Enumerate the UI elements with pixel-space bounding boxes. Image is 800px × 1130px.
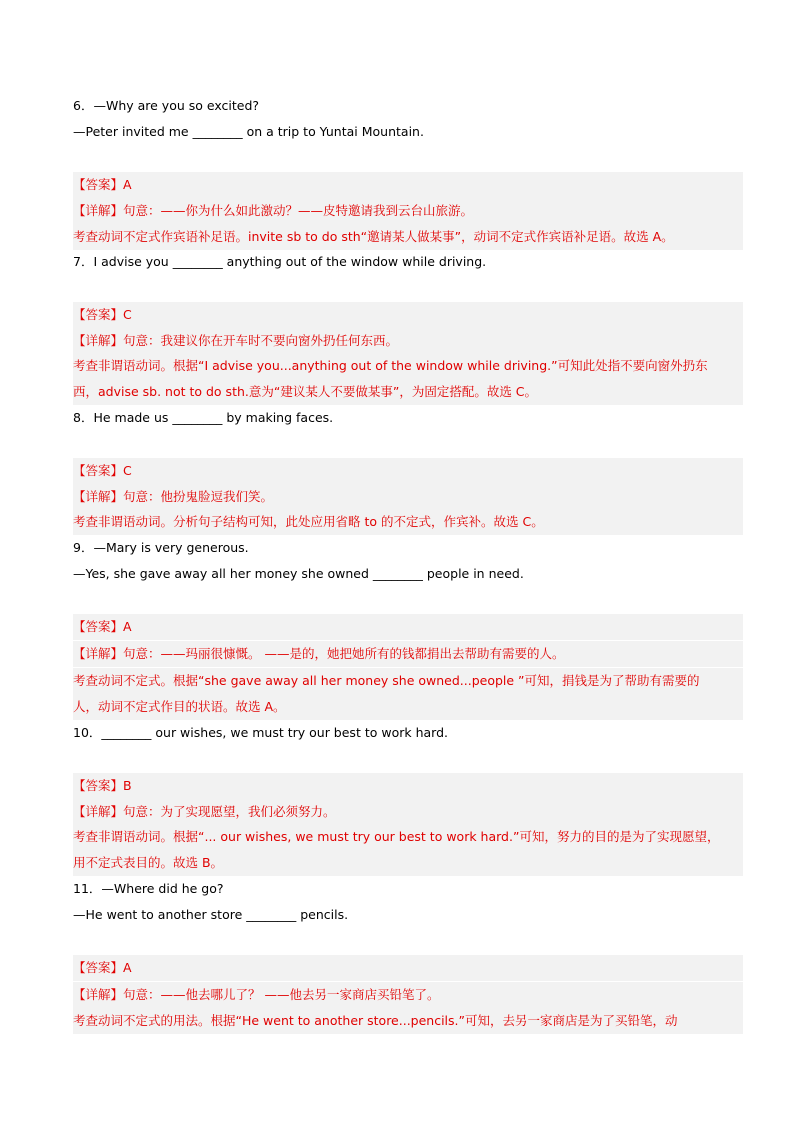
question-7-stem: 7．I advise you ________ anything out of the window while driving. (73, 254, 487, 269)
question-10-explanation-line-1: 考查非谓语动词。根据“... our wishes, we must try our best to work hard.”可知，努力的目的是为了实现愿望， (73, 824, 743, 850)
question-9-sentence: —Yes, she gave away all her money she owned ________ people in need. (73, 566, 524, 581)
question-8-explanation: 考查非谓语动词。分析句子结构可知，此处应用省略 to 的不定式，作宾补。故选 C。 (73, 509, 743, 535)
question-9-explanation-line-2: 人，动词不定式作目的状语。故选 A。 (73, 694, 743, 720)
question-11-explanation: 考查动词不定式的用法。根据“He went to another store...pencils.”可知，去另一家商店是为了买铅笔，动 (73, 1008, 743, 1034)
question-8-answer: 【答案】C (73, 458, 743, 484)
question-9-detail: 【详解】句意：——玛丽很慷慨。 ——是的，她把她所有的钱都捐出去帮助有需要的人。 (73, 641, 743, 667)
question-10-explanation-line-2: 用不定式表目的。故选 B。 (73, 850, 743, 876)
question-11-stem: 11．—Where did he go? (73, 881, 224, 896)
question-6-detail: 【详解】句意：——你为什么如此激动？——皮特邀请我到云台山旅游。 (73, 198, 743, 224)
question-11-answer: 【答案】A (73, 955, 743, 981)
question-10-stem: 10．________ our wishes, we must try our best to work hard. (73, 725, 448, 740)
question-10-answer: 【答案】B (73, 773, 743, 799)
question-6-explanation: 考查动词不定式作宾语补足语。invite sb to do sth“邀请某人做某事”，动词不定式作宾语补足语。故选 A。 (73, 224, 743, 250)
question-11-detail: 【详解】句意：——他去哪儿了？ ——他去另一家商店买铅笔了。 (73, 982, 743, 1008)
question-8-detail: 【详解】句意：他扮鬼脸逗我们笑。 (73, 484, 743, 510)
question-9-explanation-line-1: 考查动词不定式。根据“she gave away all her money she owned...people ”可知，捐钱是为了帮助有需要的 (73, 668, 743, 694)
question-10-detail: 【详解】句意：为了实现愿望，我们必须努力。 (73, 799, 743, 825)
question-7-answer: 【答案】C (73, 302, 743, 328)
question-6-answer: 【答案】A (73, 172, 743, 198)
question-7-explanation-line-1: 考查非谓语动词。根据“I advise you...anything out of the window while driving.”可知此处指不要向窗外扔东 (73, 353, 743, 379)
question-7-explanation-line-2: 西，advise sb. not to do sth.意为“建议某人不要做某事”，为固定搭配。故选 C。 (73, 379, 743, 405)
question-9-answer: 【答案】A (73, 614, 743, 640)
question-11-sentence: —He went to another store ________ pencils. (73, 907, 349, 922)
question-9-stem: 9．—Mary is very generous. (73, 540, 249, 555)
question-6-stem: 6．—Why are you so excited? (73, 98, 260, 113)
question-8-stem: 8．He made us ________ by making faces. (73, 410, 334, 425)
question-7-detail: 【详解】句意：我建议你在开车时不要向窗外扔任何东西。 (73, 328, 743, 354)
question-6-sentence: —Peter invited me ________ on a trip to Yuntai Mountain. (73, 124, 424, 139)
